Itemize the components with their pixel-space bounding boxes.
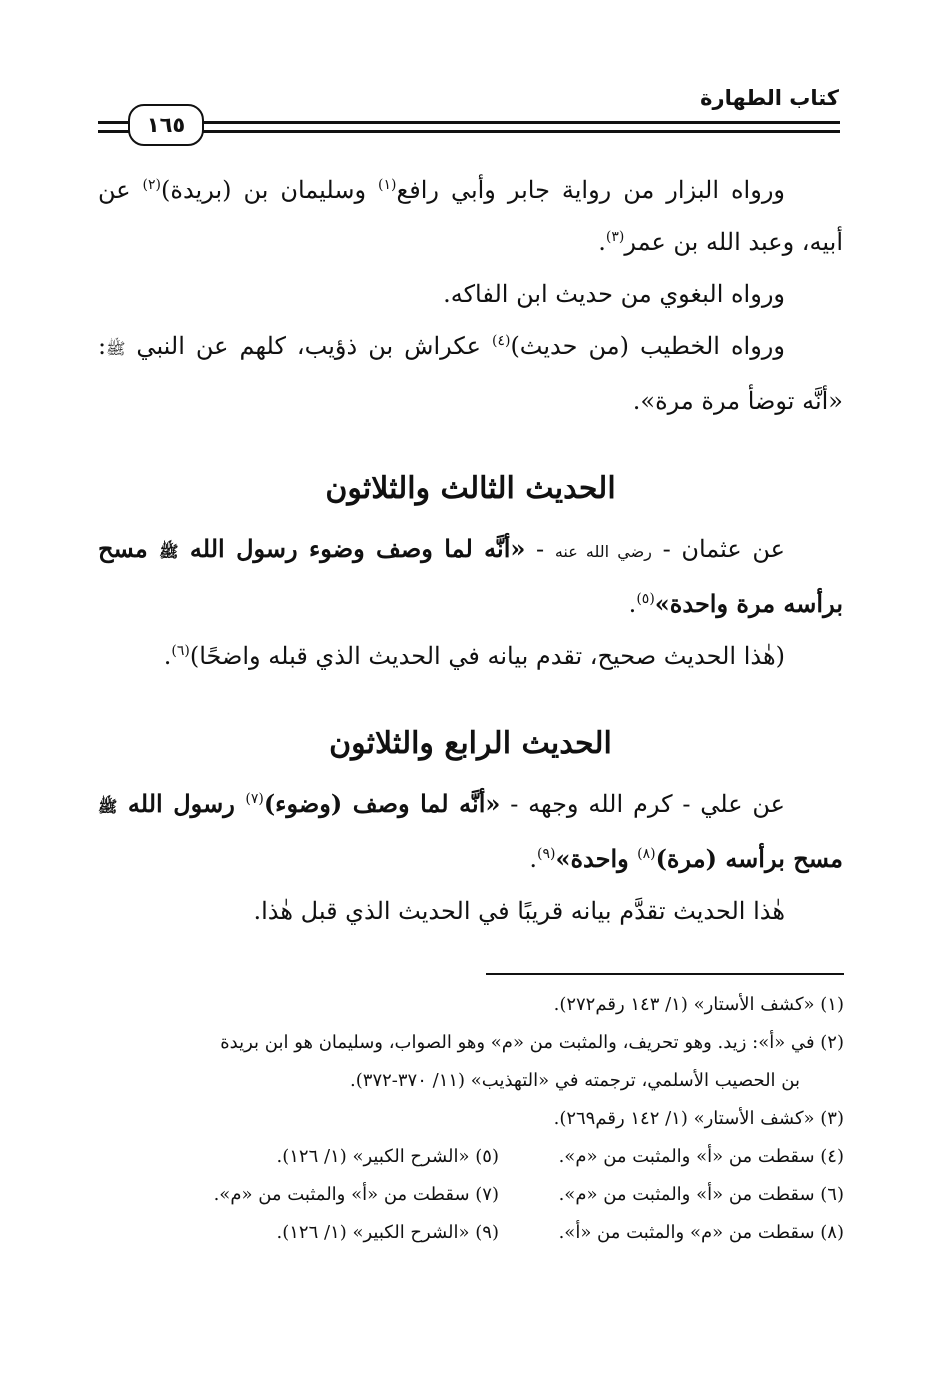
footnote-ref-3[interactable]: (٣) — [605, 229, 625, 245]
footnote-ref-9[interactable]: (٩) — [537, 846, 556, 862]
text-run: عن أبيه، وعبد الله بن عمر — [98, 176, 843, 256]
footnote-5: (٥) «الشرح الكبير» (١/ ١٢٦). — [276, 1146, 499, 1167]
paragraph-ali — [98, 778, 843, 885]
hadith-text: «أنَّه لما وصف وضوء رسول الله — [178, 534, 526, 563]
footnote-separator — [486, 973, 844, 975]
text-run: عن عثمان - — [651, 535, 785, 563]
footnote-ref-6[interactable]: (٦) — [171, 643, 190, 659]
paragraph-uthman — [98, 523, 843, 630]
text-run: . — [598, 228, 606, 256]
heading-hadith-33: الحديث الثالث والثلاثون — [325, 471, 616, 506]
heading-hadith-34: الحديث الرابع والثلاثون — [329, 726, 612, 761]
text-run: ورواه الخطيب (من حديث) — [510, 332, 785, 360]
hadith-text: واحدة» — [555, 844, 638, 873]
footnote-2-continued: بن الحصيب الأسلمي، ترجمته في «التهذيب» (١١/ ٣٧٠-٣٧٢). — [350, 1070, 800, 1091]
paragraph-baghawi: ورواه البغوي من حديث ابن الفاكه. — [443, 280, 785, 308]
footnote-2: (٢) في «أ»: زيد. وهو تحريف، والمثبت من «م» وهو الصواب، وسليمان هو ابن بريدة — [220, 1032, 844, 1053]
hadith-text: رسول الله — [117, 789, 246, 818]
footnote-ref-4[interactable]: (٤) — [491, 333, 511, 349]
text-run: وسليمان بن (بريدة) — [161, 176, 379, 204]
text-run: . — [163, 642, 172, 670]
text-run: - — [525, 535, 555, 563]
salawat-glyph: ﷺ — [106, 339, 126, 358]
footnote-ref-1[interactable]: (١) — [378, 177, 397, 193]
footnote-8: (٨) سقطت من «م» والمثبت من «أ». — [558, 1222, 844, 1243]
footnotes — [98, 986, 844, 1252]
text-run: : «أنَّه توضأ مرة مرة». — [98, 332, 843, 415]
hadith-text: مسح برأسه مرة واحدة» — [98, 534, 843, 618]
paragraph-bazzar — [98, 164, 843, 268]
paragraph-khatib — [98, 320, 843, 427]
hadith-text: مسح برأسه (مرة) — [655, 844, 843, 873]
footnote-row — [98, 1176, 844, 1214]
main-text — [98, 164, 843, 937]
text-run: عكراش بن ذؤيب، كلهم عن النبي — [125, 332, 492, 360]
footnote-7: (٧) سقطت من «أ» والمثبت من «م». — [213, 1184, 499, 1205]
footnote-row — [98, 1214, 844, 1252]
salawat-glyph: ﷺ — [98, 797, 118, 816]
text-run: . — [628, 590, 637, 618]
footnote-row — [98, 1138, 844, 1176]
paragraph-comment-34: هٰذا الحديث تقدَّم بيانه قريبًا في الحديث الذي قبل هٰذا. — [253, 897, 785, 925]
hadith-text: «أنَّه لما وصف (وضوء) — [263, 789, 501, 818]
text-run: عن علي - كرم الله وجهه - — [500, 790, 785, 818]
footnote-ref-7[interactable]: (٧) — [245, 791, 264, 807]
page-number-frame — [128, 104, 204, 146]
header-rule-top — [98, 121, 840, 124]
footnote-ref-5[interactable]: (٥) — [636, 591, 655, 607]
text-run: (هٰذا الحديث صحيح، تقدم بيانه في الحديث الذي قبله واضحًا) — [189, 642, 785, 670]
footnote-3: (٣) «كشف الأستار» (١/ ١٤٢ رقم٢٦٩). — [553, 1108, 844, 1129]
footnote-ref-2[interactable]: (٢) — [142, 177, 162, 193]
text-run: ورواه البزار من رواية جابر وأبي رافع — [396, 176, 785, 204]
paragraph-comment-33 — [98, 630, 843, 682]
radiya-glyph: رضي الله عنه — [554, 542, 652, 561]
page-number: ١٦٥ — [146, 113, 186, 137]
footnote-9: (٩) «الشرح الكبير» (١/ ١٢٦). — [276, 1222, 499, 1243]
footnote-ref-8[interactable]: (٨) — [637, 846, 656, 862]
salawat-glyph: ﷺ — [159, 542, 179, 561]
footnote-4: (٤) سقطت من «أ» والمثبت من «م». — [558, 1146, 844, 1167]
book-title: كتاب الطهارة — [700, 86, 839, 110]
header-rule-bottom — [98, 130, 840, 133]
text-run: . — [529, 845, 538, 873]
footnote-1: (١) «كشف الأستار» (١/ ١٤٣ رقم٢٧٢). — [553, 994, 844, 1015]
footnote-6: (٦) سقطت من «أ» والمثبت من «م». — [558, 1184, 844, 1205]
